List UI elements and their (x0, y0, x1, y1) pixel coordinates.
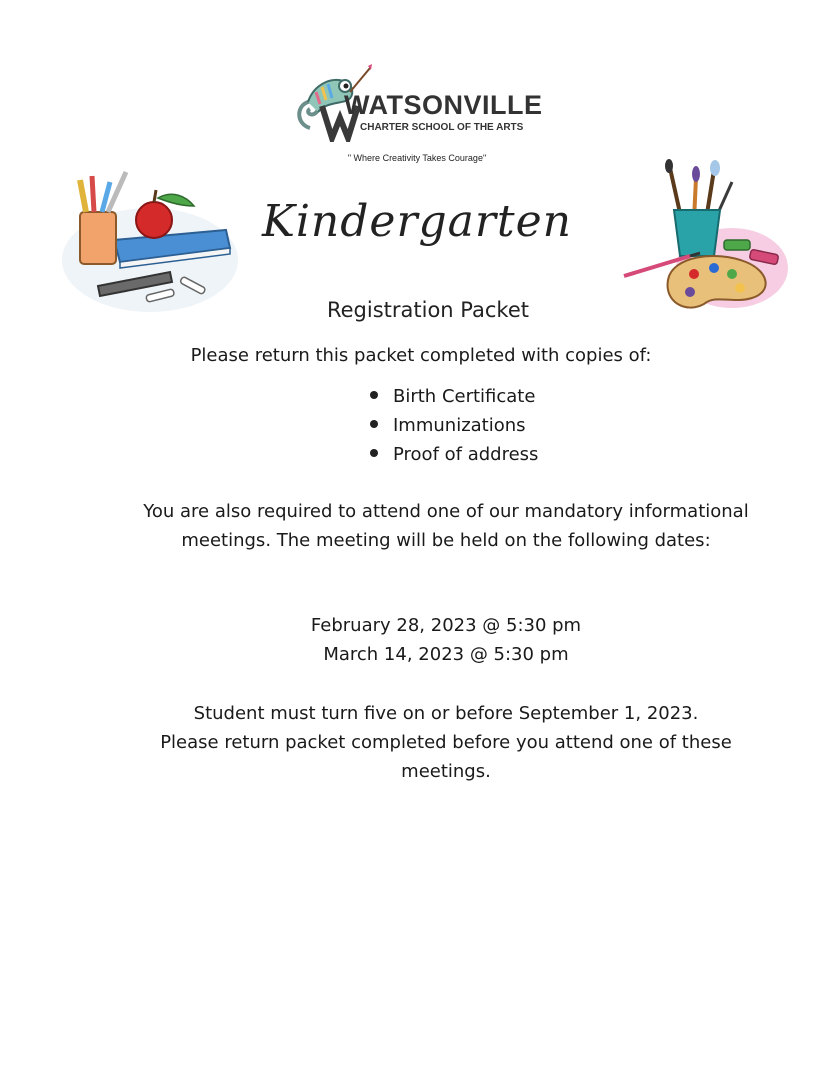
school-logo (292, 62, 552, 142)
age-requirement: Student must turn five on or before September 1, 2023. (193, 703, 699, 724)
requirements-list (370, 382, 538, 469)
logo-tagline: " Where Creativity Takes Courage" (347, 153, 487, 163)
meeting-paragraph: You are also required to attend one of our mandatory informational meetings. The meeting will be held on the following dates: (143, 501, 749, 551)
list-item-label: Immunizations (393, 415, 526, 436)
list-item-label: Proof of address (393, 444, 539, 465)
bullet-icon (370, 449, 378, 457)
bullet-icon (370, 391, 378, 399)
list-item (370, 411, 538, 440)
meeting-date: March 14, 2023 @ 5:30 pm (323, 644, 569, 665)
list-item (370, 440, 538, 469)
page-title: Kindergarten (261, 196, 572, 247)
logo-subtitle: CHARTER SCHOOL OF THE ARTS (360, 122, 524, 133)
intro-text: Please return this packet completed with copies of: (190, 345, 652, 366)
closing-paragraph (140, 699, 752, 786)
list-item-label: Birth Certificate (393, 386, 536, 407)
bullet-icon (370, 420, 378, 428)
meeting-date: February 28, 2023 @ 5:30 pm (310, 615, 582, 636)
meeting-dates (140, 611, 752, 669)
return-instructions: Please return packet completed before you attend one of these meetings. (160, 732, 732, 782)
logo-wordmark: WATSONVILLE (344, 90, 543, 120)
page-subtitle: Registration Packet (326, 298, 529, 322)
list-item (370, 382, 538, 411)
